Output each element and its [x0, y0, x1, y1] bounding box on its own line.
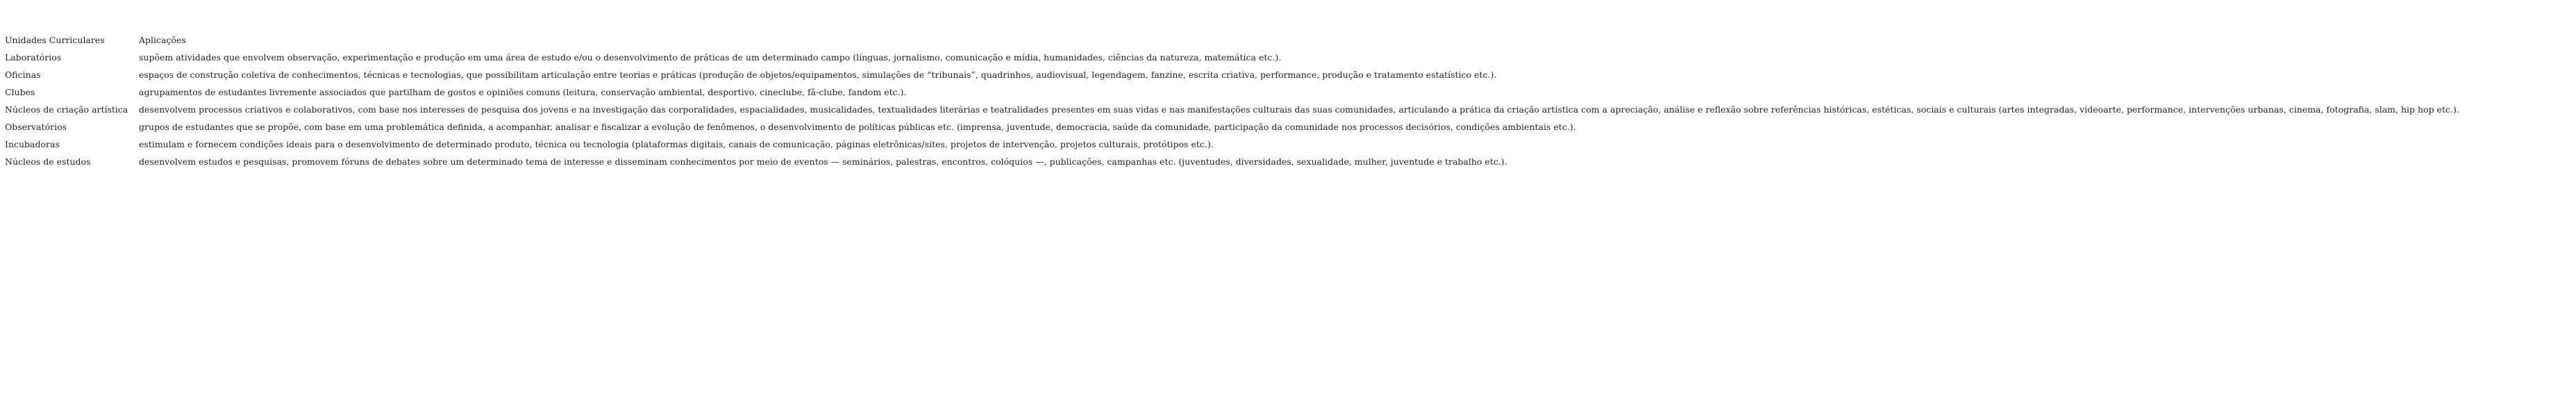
application-cell: estimulam e fornecem condições ideais para o desenvolvimento de determinado produto, técnica ou tecnologia (plataformas digitais, canais de comunicação, páginas eletrônicas/sites, projetos de intervenção, projetos culturais, protótipos etc.). [139, 139, 1214, 149]
unit-cell: Oficinas [5, 70, 41, 80]
curriculum-table-container [5, 31, 2459, 170]
header-units: Unidades Curriculares [5, 35, 105, 45]
unit-cell: Laboratórios [5, 52, 62, 63]
application-cell: desenvolvem estudos e pesquisas, promovem fóruns de debates sobre um determinado tema de interesse e disseminam conhecimentos por meio de eventos — seminários, palestras, encontros, colóquios —, publicações, campanhas etc. (juventudes, diversidades, sexualidade, mulher, juventude e trabalho etc.). [139, 156, 1507, 167]
table-row [5, 153, 2459, 170]
unit-cell: Clubes [5, 87, 35, 97]
table-body [5, 49, 2459, 170]
table-row [5, 49, 2459, 66]
unit-cell: Núcleos de criação artística [5, 104, 128, 115]
unit-cell: Núcleos de estudos [5, 156, 91, 167]
application-cell: espaços de construção coletiva de conhecimentos, técnicas e tecnologias, que possibilitam articulação entre teorias e práticas (produção de objetos/equipamentos, simulações de “tribunais”, quadrinhos, audiovisual, legendagem, fanzine, escrita criativa, performance, produção e tratamento estatístico etc.). [139, 70, 1497, 80]
table-header [5, 31, 2459, 49]
header-applications: Aplicações [139, 35, 186, 45]
table-row [5, 118, 2459, 136]
application-cell: agrupamentos de estudantes livremente associados que partilham de gostos e opiniões comuns (leitura, conservação ambiental, desportivo, cineclube, fã-clube, fandom etc.). [139, 87, 907, 97]
table-row [5, 66, 2459, 83]
application-cell: grupos de estudantes que se propõe, com base em uma problemática definida, a acompanhar, analisar e fiscalizar a evolução de fenômenos, o desenvolvimento de políticas públicas etc. (imprensa, juventude, democracia, saúde da comunidade, participação da comunidade nos processos decisórios, condições ambientais etc.). [139, 122, 1576, 132]
unit-cell: Incubadoras [5, 139, 60, 149]
application-cell: supõem atividades que envolvem observação, experimentação e produção em uma área de estudo e/ou o desenvolvimento de práticas de um determinado campo (línguas, jornalismo, comunicação e mídia, humanidades, ciências da natureza, matemática etc.). [139, 52, 1282, 63]
application-cell: desenvolvem processos criativos e colaborativos, com base nos interesses de pesquisa dos jovens e na investigação das corporalidades, espacialidades, musicalidades, textualidades literárias e teatralidades presentes em suas vidas e nas manifestações culturais das suas comunidades, articulando a prática da criação artística com a apreciação, análise e reflexão sobre referências históricas, estéticas, sociais e culturais (artes integradas, videoarte, performance, intervenções urbanas, cinema, fotografia, slam, hip hop etc.). [139, 104, 2459, 115]
table-row [5, 136, 2459, 153]
curriculum-units-table [5, 31, 2459, 170]
header-row [5, 31, 2459, 49]
unit-cell: Observatórios [5, 122, 67, 132]
table-row [5, 83, 2459, 101]
table-row [5, 101, 2459, 118]
